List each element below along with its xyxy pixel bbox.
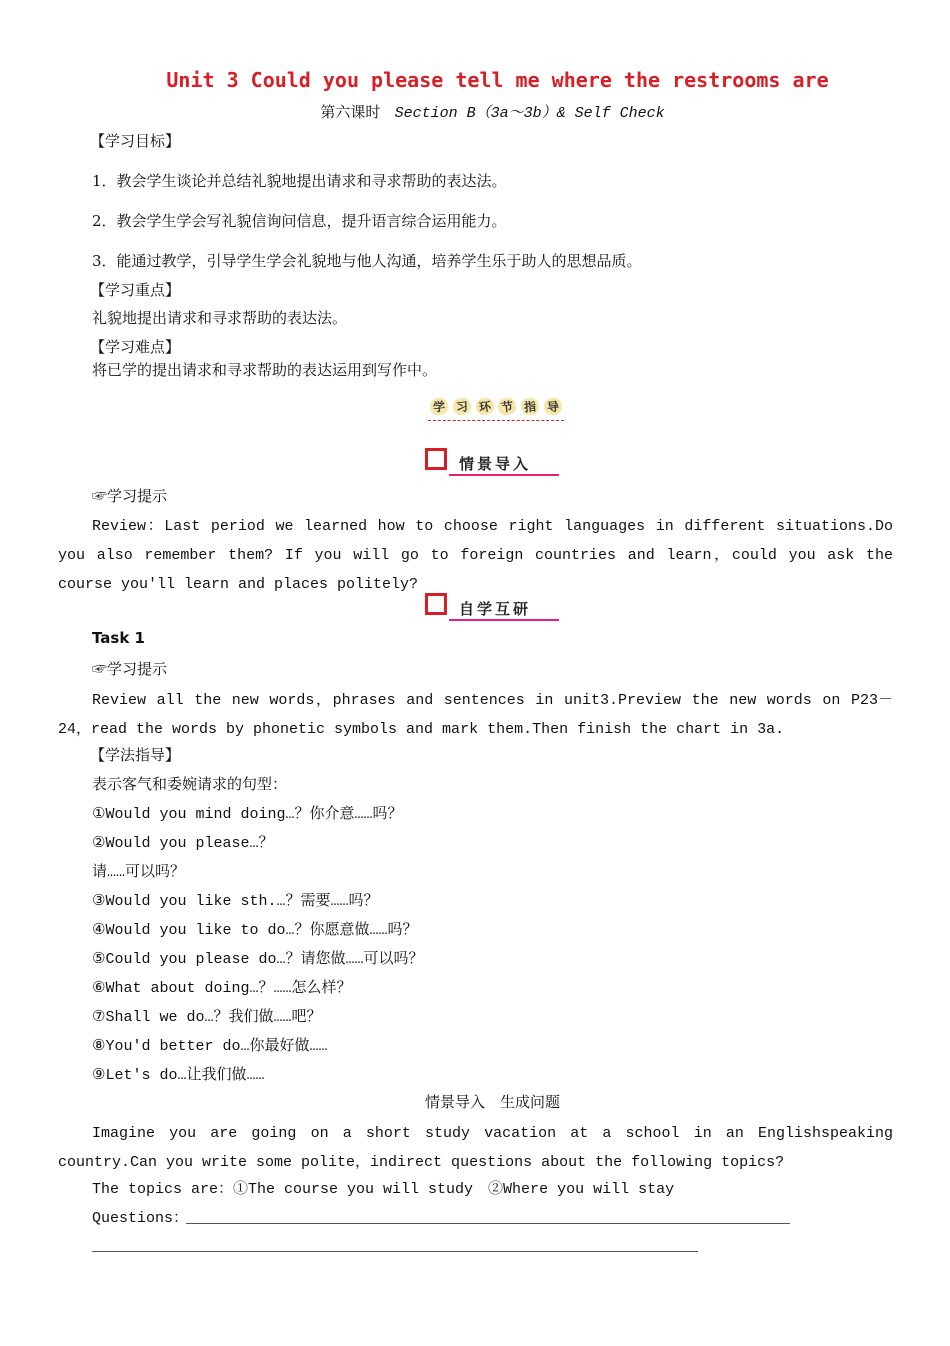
page-subtitle [0,101,950,122]
banner-char: 习 [452,397,472,416]
answer-line[interactable] [186,1222,790,1224]
pattern-item: ⑥What about doing…？……怎么样？ [92,980,352,997]
banner-underline [428,420,564,421]
questions-label: Questions： [92,1210,189,1227]
pattern-item: ②Would you please…？ [92,835,274,852]
method-heading: 【学法指导】 [90,746,181,764]
task-label: Task 1 [92,629,145,647]
section-heading-label: 自学互研 [459,600,532,618]
pattern-item: ①Would you mind doing…？你介意……吗？ [92,806,403,823]
banner-char: 环 [475,397,495,416]
objective-item-2: 2．教会学生学会写礼貌信询问信息，提升语言综合运用能力。 [92,212,507,230]
section-label: Section B（3a～3b）& Self Check [394,105,665,122]
pattern-item: ④Would you like to do…？你愿意做……吗？ [92,922,418,939]
topics-line: The topics are：①The course you will study ②Where you will stay [92,1181,675,1198]
focus-text: 礼貌地提出请求和寻求帮助的表达法。 [92,309,348,327]
pattern-item: ⑤Could you please do…？请您做……可以吗？ [92,951,424,968]
objective-item-1: 1．教会学生谈论并总结礼貌地提出请求和寻求帮助的表达法。 [92,172,507,190]
method-intro: 表示客气和委婉请求的句型： [92,775,288,793]
section-heading-intro [425,448,559,478]
tip-label: ☞学习提示 [92,660,168,678]
answer-line[interactable] [92,1250,698,1252]
difficulty-heading: 【学习难点】 [90,338,181,356]
pattern-item: ⑧You'd better do…你最好做…… [92,1038,328,1055]
pattern-item: ③Would you like sth.…？需要……吗？ [92,893,379,910]
pattern-item: ⑨Let's do…让我们做…… [92,1067,265,1084]
heading-underline [449,619,559,621]
scenario-heading: 情景导入 生成问题 [424,1093,560,1111]
section-heading-self-study [425,593,559,623]
tip-label: ☞学习提示 [92,487,168,505]
banner-char: 节 [497,397,517,416]
heading-square-icon [425,448,447,470]
review-paragraph: Review：Last period we learned how to choose right languages in different situations.Do you also remember them? If you will go to foreign countries and learn，could you ask the course you'll learn and places politely? [58,518,893,593]
banner-char: 导 [543,397,563,416]
pattern-item: 请……可以吗？ [92,864,186,881]
heading-square-icon [425,593,447,615]
focus-heading: 【学习重点】 [90,281,181,299]
pattern-item: ⑦Shall we do…？我们做……吧？ [92,1009,322,1026]
scenario-paragraph: Imagine you are going on a short study vacation at a school in an Englishspeaking country.Can you write some polite，indirect questions about the following topics? [58,1125,893,1171]
difficulty-text: 将已学的提出请求和寻求帮助的表达运用到写作中。 [92,361,438,379]
preview-paragraph: Review all the new words，phrases and sentences in unit3.Preview the new words on P23－24，read the words by phonetic symbols and mark them.Then finish the chart in 3a. [58,692,893,738]
objective-item-3: 3．能通过教学，引导学生学会礼貌地与他人沟通，培养学生乐于助人的思想品质。 [92,252,642,270]
banner-char: 学 [429,397,449,416]
section-heading-label: 情景导入 [459,455,532,473]
objectives-heading: 【学习目标】 [90,132,181,150]
banner-char: 指 [520,397,540,416]
lesson-number: 第六课时 [320,103,381,121]
study-guide-banner [428,395,564,421]
page-title: Unit 3 Could you please tell me where the restrooms are [166,68,829,92]
heading-underline [449,474,559,476]
